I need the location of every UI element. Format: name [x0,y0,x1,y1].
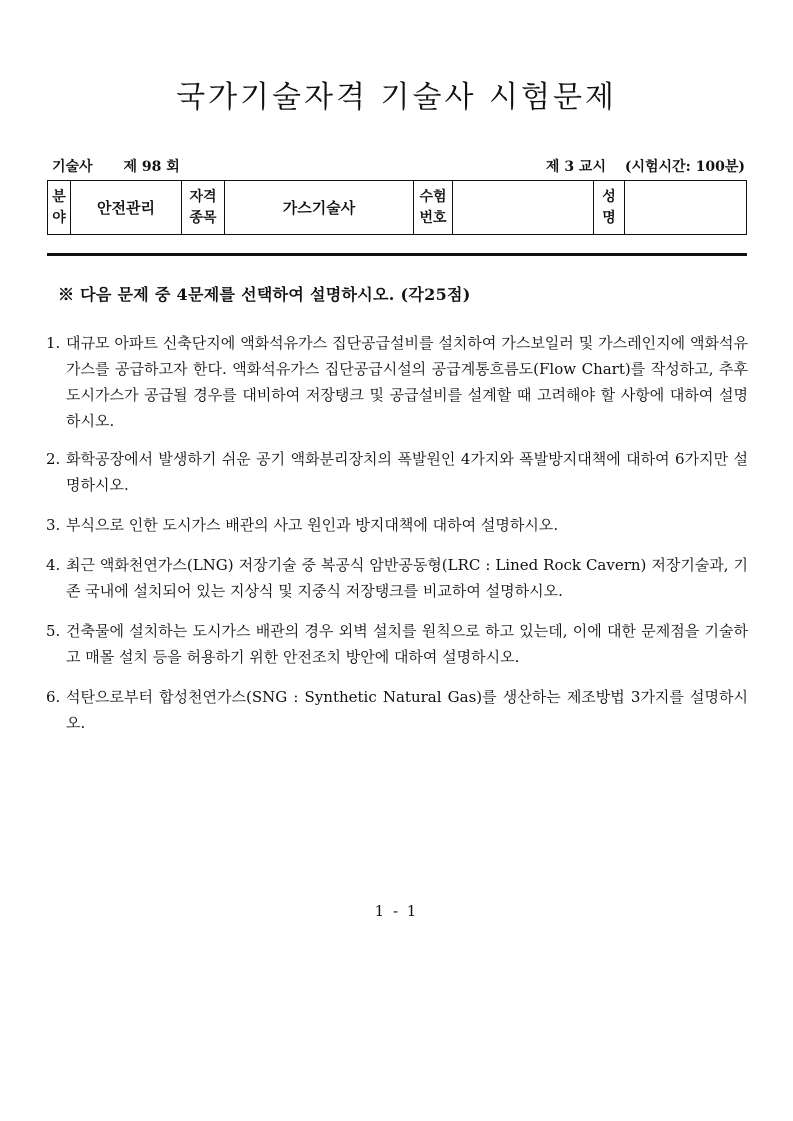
question-item [46,512,748,538]
question-text: 화학공장에서 발생하기 쉬운 공기 액화분리장치의 폭발원인 4가지와 폭발방지대책에 대하여 6가지만 설명하시오. [66,450,748,494]
exam-session-time [546,156,745,176]
type-label-cell [182,181,225,235]
exam-no-label-2: 번호 [419,209,447,226]
type-value: 가스기술사 [282,199,356,217]
question-text: 대규모 아파트 신축단지에 액화석유가스 집단공급설비를 설치하여 가스보일러 및 가스레인지에 액화석유가스를 공급하고자 한다. 액화석유가스 집단공급시설의 공급계통흐름도(Flow Chart)를 작성하고, 추후 도시가스가 공급될 경우를 대비하여 저장탱크 및 공급설비를 설계할 때 고려해야 할 사항에 대하여 설명하시오. [66,334,748,430]
type-label-2: 종목 [189,209,217,226]
question-number: 6. [46,688,61,706]
question-number: 2. [46,450,61,468]
exam-category: 기술사 [52,159,93,175]
question-item [46,330,748,434]
question-item [46,552,748,604]
type-value-cell [225,181,414,235]
question-text: 최근 액화천연가스(LNG) 저장기술 중 복공식 암반공동형(LRC : Lined Rock Cavern) 저장기술과, 기존 국내에 설치되어 있는 지상식 및 지중식 저장탱크를 비교하여 설명하시오. [66,556,748,600]
exam-round: 제 98 회 [123,159,180,175]
question-item [46,446,748,498]
exam-info-table [47,180,747,235]
exam-time: (시험시간: 100분) [624,159,745,175]
question-number: 3. [46,516,61,534]
name-label-1: 성 [602,188,616,205]
field-label-2: 야 [52,209,66,226]
field-label-1: 분 [52,188,66,205]
field-label-cell [48,181,71,235]
exam-no-field[interactable] [453,181,594,235]
name-field[interactable] [625,181,747,235]
question-list [46,330,748,736]
question-item [46,618,748,670]
question-item [46,684,748,736]
question-number: 1. [46,334,61,352]
name-label-2: 명 [602,209,616,226]
question-number: 4. [46,556,61,574]
header-divider [47,253,747,256]
question-text: 석탄으로부터 합성천연가스(SNG : Synthetic Natural Gas)를 생산하는 제조방법 3가지를 설명하시오. [66,688,748,732]
exam-title: 국가기술자격 기술사 시험문제 [176,80,617,115]
question-text: 건축물에 설치하는 도시가스 배관의 경우 외벽 설치를 원칙으로 하고 있는데, 이에 대한 문제점을 기술하고 매몰 설치 등을 허용하기 위한 안전조치 방안에 대하여 설명하시오. [66,622,748,666]
type-label-1: 자격 [189,188,217,205]
exam-no-label-cell [414,181,453,235]
field-value: 안전관리 [97,199,155,217]
page-number: 1 - 1 [374,902,419,920]
exam-category-round [52,156,180,176]
name-label-cell [594,181,625,235]
question-text: 부식으로 인한 도시가스 배관의 사고 원인과 방지대책에 대하여 설명하시오. [66,516,559,534]
exam-no-label-1: 수험 [419,188,447,205]
field-value-cell [71,181,182,235]
question-number: 5. [46,622,61,640]
instruction: ※ 다음 문제 중 4문제를 선택하여 설명하시오. (각25점) [58,285,471,304]
exam-session: 제 3 교시 [545,159,606,175]
